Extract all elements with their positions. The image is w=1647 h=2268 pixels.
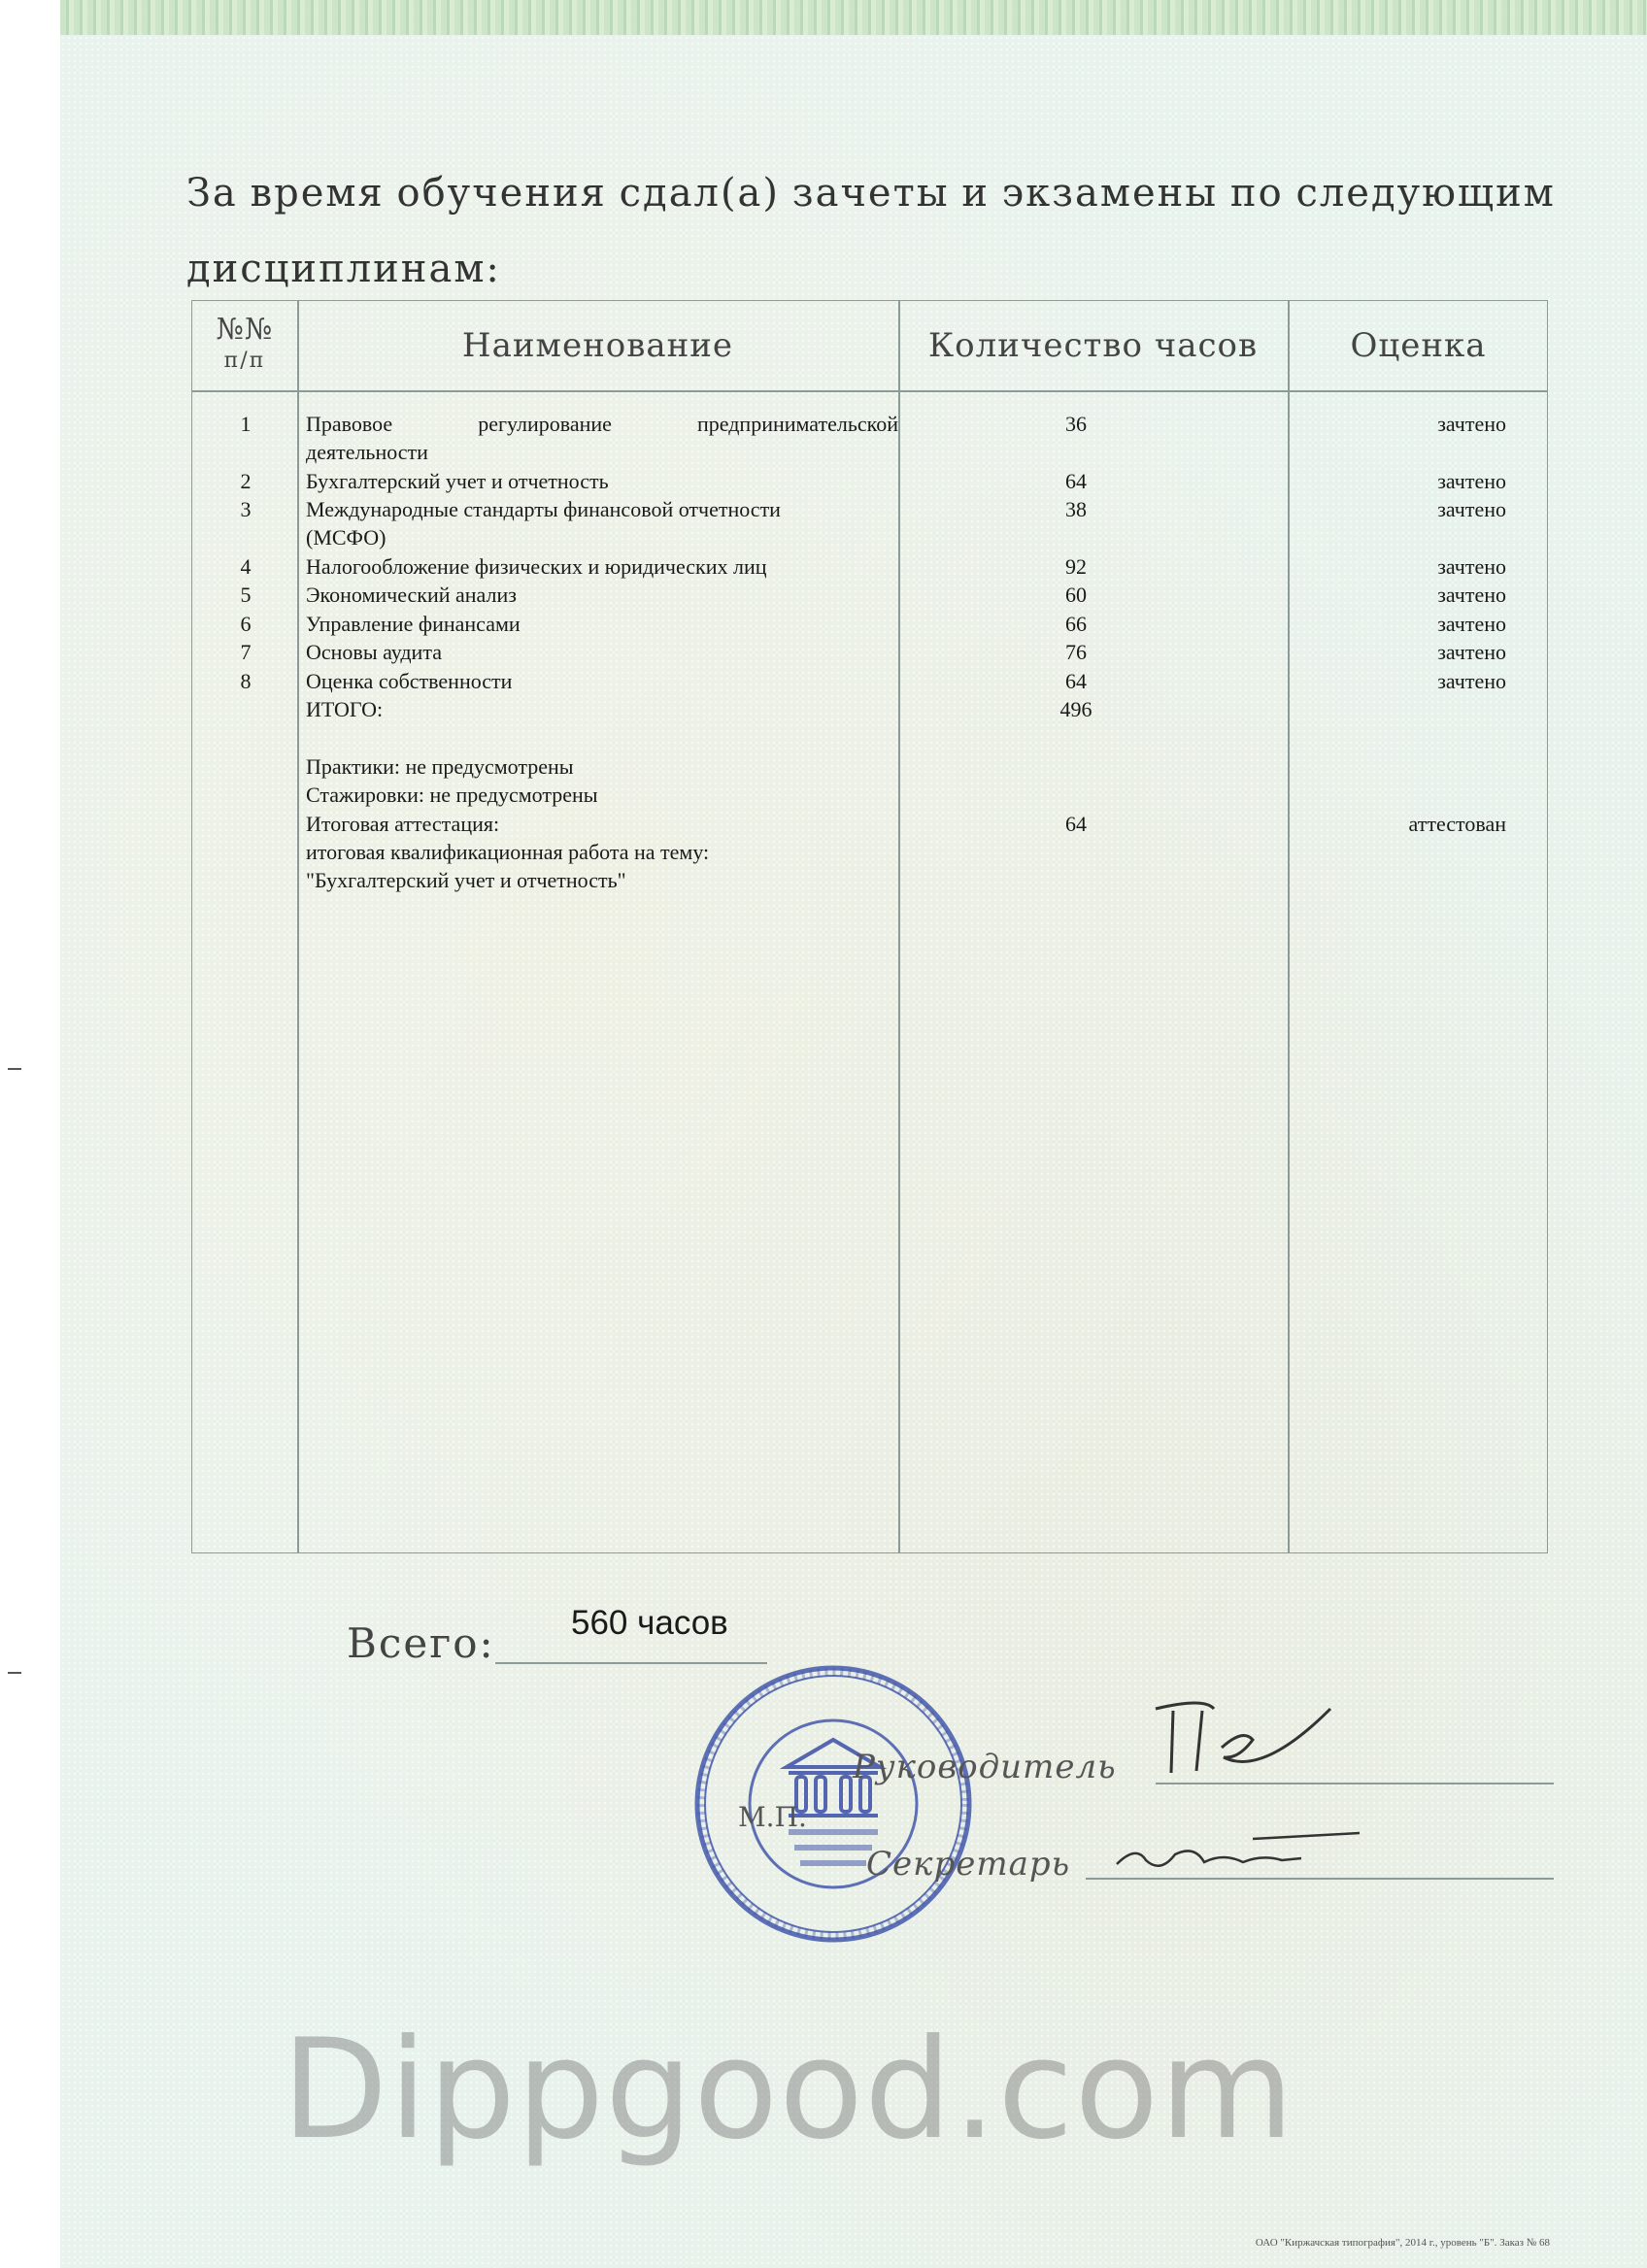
column-divider: [898, 301, 900, 1552]
official-stamp: [688, 1658, 979, 1950]
attestation-grade: аттестован: [1408, 812, 1506, 836]
row-number: 4: [240, 554, 252, 579]
row-name: [306, 410, 898, 466]
attestation-line: Итоговая аттестация:: [306, 812, 500, 836]
heading-word: обучения: [396, 171, 607, 216]
row-name-line: Правовое регулирование предпринимательской: [306, 412, 898, 436]
heading-word: зачеты: [791, 171, 950, 216]
row-hours: 64: [1065, 669, 1087, 693]
row-name: Экономический анализ: [306, 583, 517, 607]
header-number: [192, 301, 297, 390]
row-number: 3: [240, 497, 252, 521]
row-hours: 36: [1065, 412, 1087, 436]
row-grade: зачтено: [1437, 412, 1506, 436]
heading-word: и: [961, 171, 990, 216]
decorative-border: [60, 0, 1647, 35]
heading-word: время: [250, 171, 385, 216]
row-hours: 66: [1065, 612, 1087, 636]
header-divider: [192, 390, 1547, 392]
header-hours: Количество часов: [927, 326, 1259, 365]
row-name-line: Международные стандарты финансовой отчетности: [306, 497, 781, 521]
secretary-signature-label: Секретарь: [866, 1845, 1071, 1884]
margin-tick: [8, 1068, 21, 1070]
row-hours: 60: [1065, 583, 1087, 607]
grades-table: [191, 300, 1548, 1553]
page-heading: [186, 155, 1556, 307]
total-hours: 496: [1059, 697, 1092, 721]
row-name-line: деятельности: [306, 440, 428, 464]
watermark-text: Dippgood.com: [282, 2010, 1295, 2170]
heading-word: экзамены: [1001, 171, 1219, 216]
header-number-symbol: №№: [216, 313, 274, 347]
attestation-line: "Бухгалтерский учет и отчетность": [306, 868, 626, 892]
printer-footer: ОАО "Киржачская типография", 2014 г., уровень "Б". Заказ № 68: [1255, 2237, 1550, 2249]
row-name: Основы аудита: [306, 640, 442, 664]
row-grade: зачтено: [1437, 640, 1506, 664]
row-number: 8: [240, 669, 252, 693]
row-grade: зачтено: [1437, 583, 1506, 607]
row-number: 6: [240, 612, 252, 636]
row-name: [306, 495, 898, 551]
header-grade: Оценка: [1350, 326, 1487, 365]
head-signature: [1146, 1689, 1340, 1786]
head-signature-label: Руководитель: [853, 1748, 1117, 1786]
total-label: ИТОГО:: [306, 697, 384, 721]
row-grade: зачтено: [1437, 469, 1506, 493]
row-hours: 38: [1065, 497, 1087, 521]
row-grade: зачтено: [1437, 497, 1506, 521]
row-number: 5: [240, 583, 252, 607]
row-grade: зачтено: [1437, 669, 1506, 693]
heading-word: по: [1229, 171, 1284, 216]
attestation-line: итоговая квалификационная работа на тему:: [306, 840, 710, 864]
row-name-line: (МСФО): [306, 525, 387, 550]
row-name: Бухгалтерский учет и отчетность: [306, 469, 609, 493]
row-name: Оценка собственности: [306, 669, 513, 693]
total-hours-label: Всего:: [347, 1619, 495, 1667]
row-grade: зачтено: [1437, 612, 1506, 636]
row-number: 2: [240, 469, 252, 493]
margin-tick: [8, 1672, 21, 1674]
row-hours: 92: [1065, 554, 1087, 579]
heading-word: следующим: [1295, 171, 1556, 216]
row-number: 1: [240, 412, 252, 436]
heading-line-2: дисциплинам:: [186, 247, 501, 291]
row-hours: 64: [1065, 469, 1087, 493]
row-name: Управление финансами: [306, 612, 521, 636]
heading-word: сдал(а): [619, 171, 781, 216]
practice-text: Практики: не предусмотрены: [306, 754, 574, 779]
header-name: Наименование: [461, 326, 734, 365]
header-number-sub: п/п: [223, 349, 266, 373]
stamp-place-label: М.П.: [738, 1801, 807, 1833]
attestation-text: [306, 810, 898, 894]
row-hours: 76: [1065, 640, 1087, 664]
row-number: 7: [240, 640, 252, 664]
secretary-signature: [1107, 1825, 1369, 1884]
row-grade: зачтено: [1437, 554, 1506, 579]
row-name: Налогообложение физических и юридических лиц: [306, 554, 767, 579]
internship-text: Стажировки: не предусмотрены: [306, 783, 598, 807]
heading-word: За: [186, 171, 238, 216]
total-hours-value: 560 часов: [571, 1604, 728, 1642]
attestation-hours: 64: [1065, 812, 1087, 836]
